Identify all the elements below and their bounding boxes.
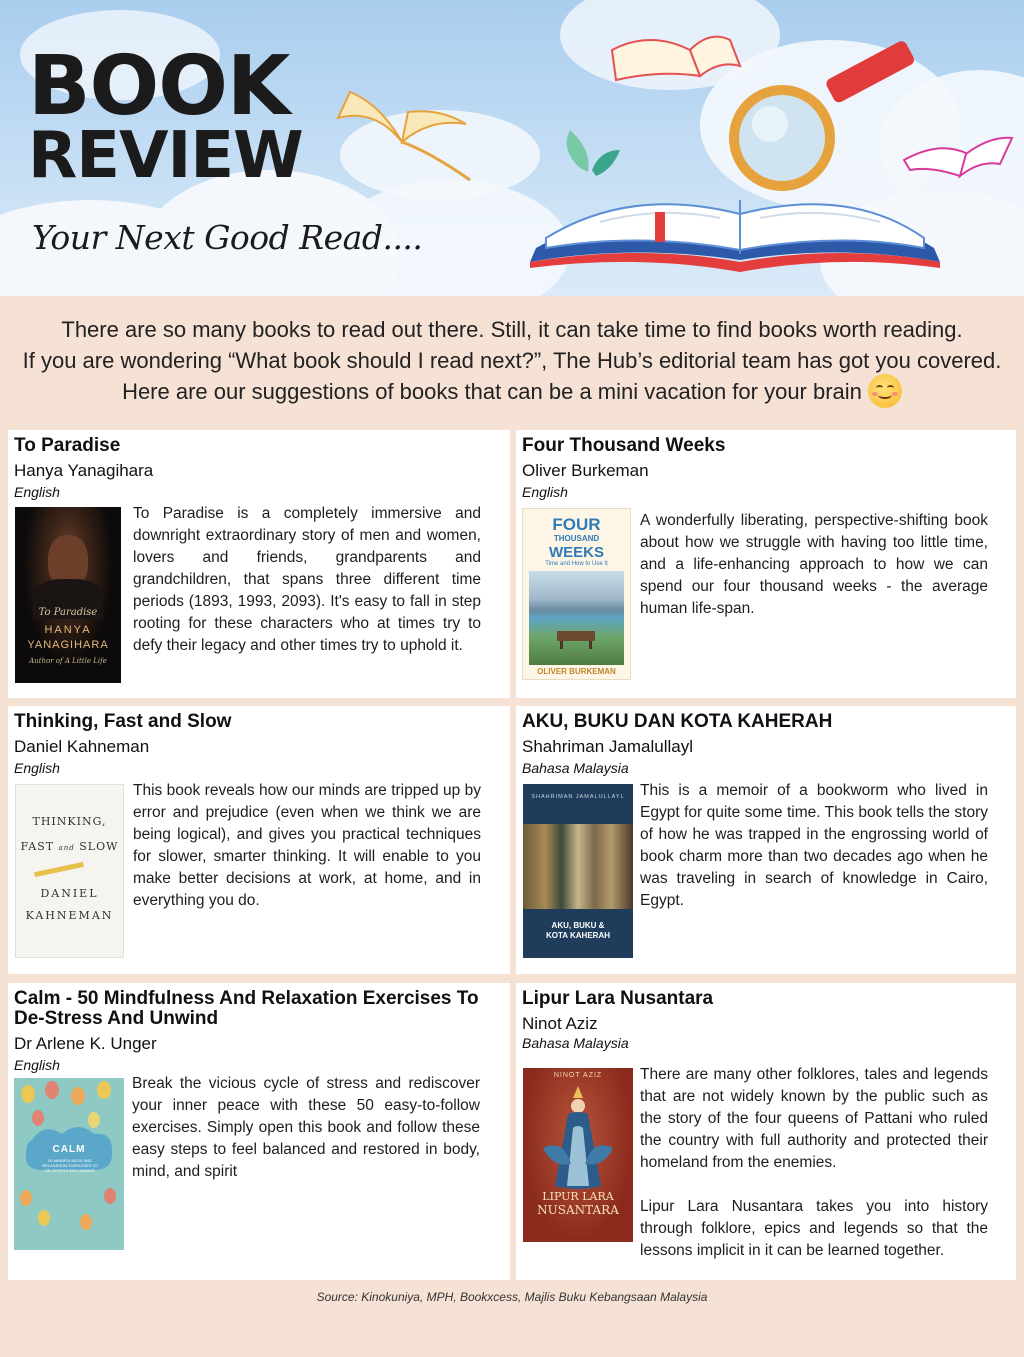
cover-subtitle: Author of A Little Life <box>29 657 107 665</box>
cover-author: NINOT AZIZ <box>553 1072 603 1079</box>
cover-title: FAST and SLOW <box>20 840 119 853</box>
bench-leg <box>589 641 592 649</box>
book-description: This is a memoir of a bookworm who lived in Egypt for quite some time. This book tells the story of how he was trapped in the engrossing world of book charm more than two decades ago when he was traveling in search of knowledge in Cairo, Egypt. <box>640 782 988 909</box>
book-card-to-paradise <box>8 430 510 698</box>
smiley-icon <box>868 374 902 408</box>
book-description: To Paradise is a completely immersive and downright extraordinary story of men and women, lovers and friends, grandparents and grandchildren, that spans three different time periods (1893, 1993, 2093). It's easy to fall in step rooting for these characters who at times try to defy their legacy and other times try to uphold it. <box>133 505 481 654</box>
page-title-review: REVIEW <box>28 119 303 193</box>
book-card-calm <box>8 983 510 1280</box>
book-card-aku-buku-dan-kota-kaherah <box>516 706 1016 974</box>
cover-title: KOTA KAHERAH <box>546 931 610 940</box>
intro-line: There are so many books to read out there. Still, it can take time to find books worth reading. <box>61 317 963 342</box>
book-title: Lipur Lara Nusantara <box>522 988 714 1009</box>
book-card-thinking-fast-and-slow <box>8 706 510 974</box>
book-cover-image <box>15 507 121 683</box>
book-title: To Paradise <box>14 435 121 456</box>
cover-title: AKU, BUKU & <box>551 921 605 930</box>
book-description: Break the vicious cycle of stress and rediscover your inner peace with these 50 easy-to-follow exercises. Simply open this book and follow these easy steps to feel balanced and restored in body, mind, and spirit <box>132 1075 480 1180</box>
book-language: Bahasa Malaysia <box>522 760 629 776</box>
book-title: Four Thousand Weeks <box>522 435 726 456</box>
cover-title: WEEKS <box>548 544 604 561</box>
book-description: This book reveals how our minds are tripped up by error and prejudice (even when we think we are being logical), and gives you practical techniques for slower, smarter thinking. It will enable to you make better decisions at work, at home, and in everything you do. <box>133 782 481 909</box>
description-paragraph: Lipur Lara Nusantara takes you into history through folklore, epics and legends so that the lessons implicit in it can be learned together. <box>640 1198 988 1259</box>
flying-book-icon <box>338 92 470 180</box>
cover-author: OLIVER BURKEMAN <box>537 667 616 676</box>
book-card-lipur-lara-nusantara <box>516 983 1016 1280</box>
header-banner <box>0 0 1024 296</box>
open-book-illustration <box>330 0 1024 296</box>
flying-book-icon <box>904 138 1012 176</box>
intro-text <box>0 314 1024 410</box>
book-cover-image <box>14 1078 124 1250</box>
open-book-icon <box>530 200 940 272</box>
intro-line: If you are wondering “What book should I read next?”, The Hub’s editorial team has got you covered. <box>22 348 1002 373</box>
description-paragraph: There are many other folklores, tales and legends that are not widely known by the public such as the story of the four queens of Pattani who ruled the country with full authority and protected their homeland from the enemies. <box>640 1066 988 1171</box>
book-language: English <box>522 484 568 500</box>
cover-bookstore-photo <box>523 824 633 909</box>
book-cover-image <box>522 508 631 680</box>
book-title: AKU, BUKU DAN KOTA KAHERAH <box>522 711 833 732</box>
cover-title: CALM <box>52 1144 86 1155</box>
book-title: Calm - 50 Mindfulness And Relaxation Exercises To De-Stress And Unwind <box>14 988 479 1029</box>
tagline: Your Next Good Read.... <box>32 218 423 257</box>
book-card-four-thousand-weeks <box>516 430 1016 698</box>
book-language: English <box>14 760 60 776</box>
cover-author-last: YANAGIHARA <box>27 639 109 651</box>
book-author: Ninot Aziz <box>522 1014 598 1033</box>
cover-landscape <box>529 571 624 665</box>
book-title: Thinking, Fast and Slow <box>14 711 232 732</box>
book-description: A wonderfully liberating, perspective-shifting book about how we struggle with having too little time, and a life-enhancing approach to how we can spend our four thousand weeks - the average human life-span. <box>640 512 988 617</box>
cover-title: FOUR <box>552 515 601 534</box>
book-author: Oliver Burkeman <box>522 461 649 480</box>
cover-title: THINKING, <box>32 815 107 828</box>
page-title-book: BOOK <box>28 39 290 134</box>
pencil-icon <box>34 862 84 877</box>
magnifier-icon <box>734 39 916 186</box>
book-language: Bahasa Malaysia <box>522 1035 629 1051</box>
cover-author-first: HANYA <box>44 624 92 636</box>
book-language: English <box>14 1057 60 1073</box>
cover-subtitle: Time and How to Use It <box>545 561 608 567</box>
book-cover-image <box>15 784 124 958</box>
cover-script: To Paradise <box>38 607 98 618</box>
book-author: Dr Arlene K. Unger <box>14 1034 157 1053</box>
cover-subtitle: 50 MINDFULNESS AND RELAXATION EXERCISES TO DE-STRESS AND UNWIND <box>42 1158 98 1173</box>
intro-line: Here are our suggestions of books that can be a mini vacation for your brain <box>0 376 1024 410</box>
book-author: Hanya Yanagihara <box>14 461 154 480</box>
book-author: Daniel Kahneman <box>14 737 150 756</box>
book-cover-image <box>523 1068 633 1242</box>
cover-title: THOUSAND <box>553 534 600 543</box>
bench-icon <box>557 631 595 641</box>
cover-title: NUSANTARA <box>537 1203 619 1217</box>
bench-leg <box>560 641 563 649</box>
flying-book-icon <box>612 37 740 80</box>
cover-author: SHAHRIMAN JAMALULLAYL <box>531 794 625 800</box>
cover-title: LIPUR LARA <box>542 1190 614 1203</box>
source-credit: Source: Kinokuniya, MPH, Bookxcess, Majlis Buku Kebangsaan Malaysia <box>316 1290 708 1304</box>
book-author: Shahriman Jamalullayl <box>522 737 694 756</box>
cover-author: KAHNEMAN <box>25 909 114 922</box>
book-description <box>640 1064 988 1262</box>
book-language: English <box>14 484 60 500</box>
book-cover-image <box>523 784 633 958</box>
cover-author: DANIEL <box>40 887 99 900</box>
